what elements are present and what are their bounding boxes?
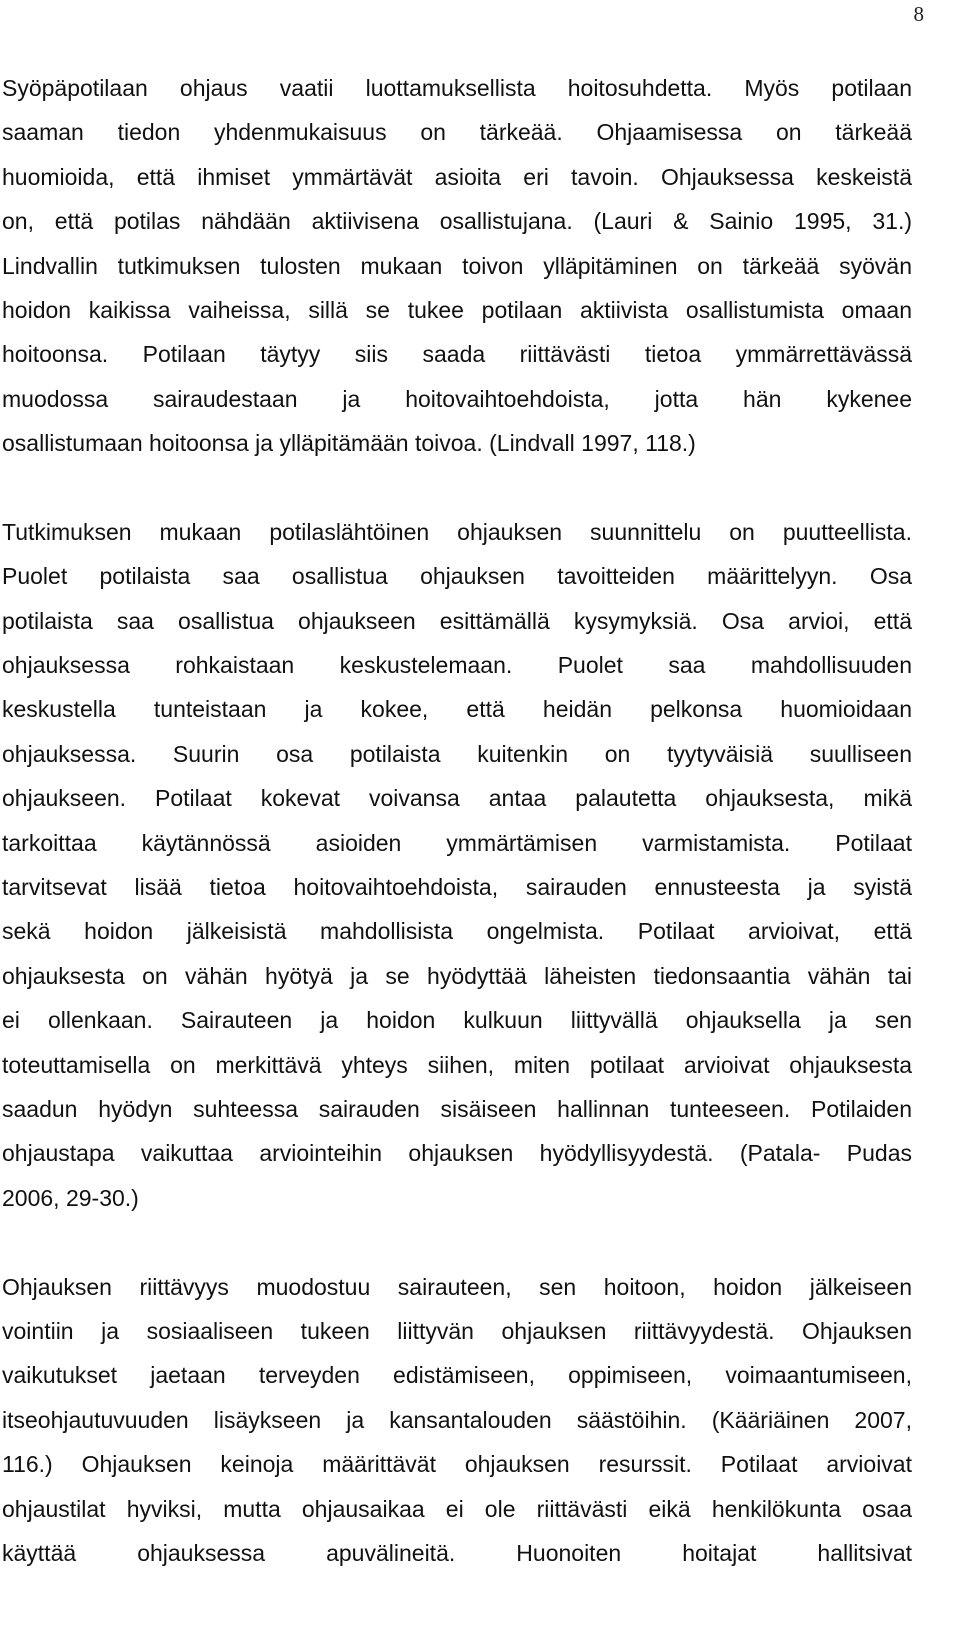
paragraph-3 bbox=[2, 1265, 912, 1576]
text-line: Tutkimuksen mukaan potilaslähtöinen ohjauksen suunnittelu on puutteellista. bbox=[2, 518, 912, 545]
text-line: toteuttamisella on merkittävä yhteys siihen, miten potilaat arvioivat ohjauksesta bbox=[2, 1051, 912, 1078]
text-line: ei ollenkaan. Sairauteen ja hoidon kulkuun liittyvällä ohjauksella ja sen bbox=[2, 1007, 912, 1034]
text-line: käyttää ohjauksessa apuvälineitä. Huonoiten hoitajat hallitsivat bbox=[2, 1539, 912, 1566]
text-line: vaikutukset jaetaan terveyden edistämiseen, oppimiseen, voimaantumiseen, bbox=[2, 1362, 912, 1389]
text-line: tarvitsevat lisää tietoa hoitovaihtoehdoista, sairauden ennusteesta ja syistä bbox=[2, 874, 912, 901]
text-line: potilaista saa osallistua ohjaukseen esittämällä kysymyksiä. Osa arvioi, että bbox=[2, 607, 912, 634]
text-line: huomioida, että ihmiset ymmärtävät asioita eri tavoin. Ohjauksessa keskeistä bbox=[2, 163, 912, 190]
text-line: Ohjauksen riittävyys muodostuu sairauteen, sen hoitoon, hoidon jälkeiseen bbox=[2, 1273, 912, 1300]
page-number: 8 bbox=[913, 2, 924, 26]
text-line: osallistumaan hoitoonsa ja ylläpitämään toivoa. (Lindvall 1997, 118.) bbox=[2, 430, 696, 457]
text-line: ohjauksessa rohkaistaan keskustelemaan. Puolet saa mahdollisuuden bbox=[2, 652, 912, 679]
text-line: ohjaukseen. Potilaat kokevat voivansa antaa palautetta ohjauksesta, mikä bbox=[2, 785, 912, 812]
paragraph-spacer bbox=[2, 1220, 912, 1264]
paragraph-spacer bbox=[2, 466, 912, 510]
text-line: tarkoittaa käytännössä asioiden ymmärtämisen varmistamista. Potilaat bbox=[2, 829, 912, 856]
text-line: saaman tiedon yhdenmukaisuus on tärkeää. Ohjaamisessa on tärkeää bbox=[2, 119, 912, 146]
text-line: ohjauksesta on vähän hyötyä ja se hyödyttää läheisten tiedonsaantia vähän tai bbox=[2, 962, 912, 989]
text-line: on, että potilas nähdään aktiivisena osallistujana. (Lauri & Sainio 1995, 31.) bbox=[2, 208, 912, 235]
text-line: ohjauksessa. Suurin osa potilaista kuitenkin on tyytyväisiä suulliseen bbox=[2, 740, 912, 767]
text-line: ohjaustapa vaikuttaa arviointeihin ohjauksen hyödyllisyydestä. (Patala- Pudas bbox=[2, 1140, 912, 1167]
text-line: ohjaustilat hyviksi, mutta ohjausaikaa ei ole riittävästi eikä henkilökunta osaa bbox=[2, 1495, 912, 1522]
text-line: hoidon kaikissa vaiheissa, sillä se tukee potilaan aktiivista osallistumista omaan bbox=[2, 296, 912, 323]
text-line: keskustella tunteistaan ja kokee, että heidän pelkonsa huomioidaan bbox=[2, 696, 912, 723]
text-line: saadun hyödyn suhteessa sairauden sisäiseen hallinnan tunteeseen. Potilaiden bbox=[2, 1095, 912, 1122]
text-line: Lindvallin tutkimuksen tulosten mukaan toivon ylläpitäminen on tärkeää syövän bbox=[2, 252, 912, 279]
text-line: Puolet potilaista saa osallistua ohjauksen tavoitteiden määrittelyyn. Osa bbox=[2, 563, 912, 590]
text-line: hoitoonsa. Potilaan täytyy siis saada riittävästi tietoa ymmärrettävässä bbox=[2, 341, 912, 368]
text-line: Syöpäpotilaan ohjaus vaatii luottamuksellista hoitosuhdetta. Myös potilaan bbox=[2, 75, 912, 101]
text-line: vointiin ja sosiaaliseen tukeen liittyvän ohjauksen riittävyydestä. Ohjauksen bbox=[2, 1317, 912, 1344]
text-line: 116.) Ohjauksen keinoja määrittävät ohjauksen resurssit. Potilaat arvioivat bbox=[2, 1451, 912, 1478]
paragraph-2 bbox=[2, 510, 912, 1220]
document-body bbox=[2, 66, 912, 1575]
text-line: sekä hoidon jälkeisistä mahdollisista ongelmista. Potilaat arvioivat, että bbox=[2, 918, 912, 945]
paragraph-1 bbox=[2, 66, 912, 466]
text-line: 2006, 29-30.) bbox=[2, 1184, 139, 1211]
text-line: muodossa sairaudestaan ja hoitovaihtoehdoista, jotta hän kykenee bbox=[2, 385, 912, 412]
text-line: itseohjautuvuuden lisäykseen ja kansantalouden säästöihin. (Kääriäinen 2007, bbox=[2, 1406, 912, 1433]
